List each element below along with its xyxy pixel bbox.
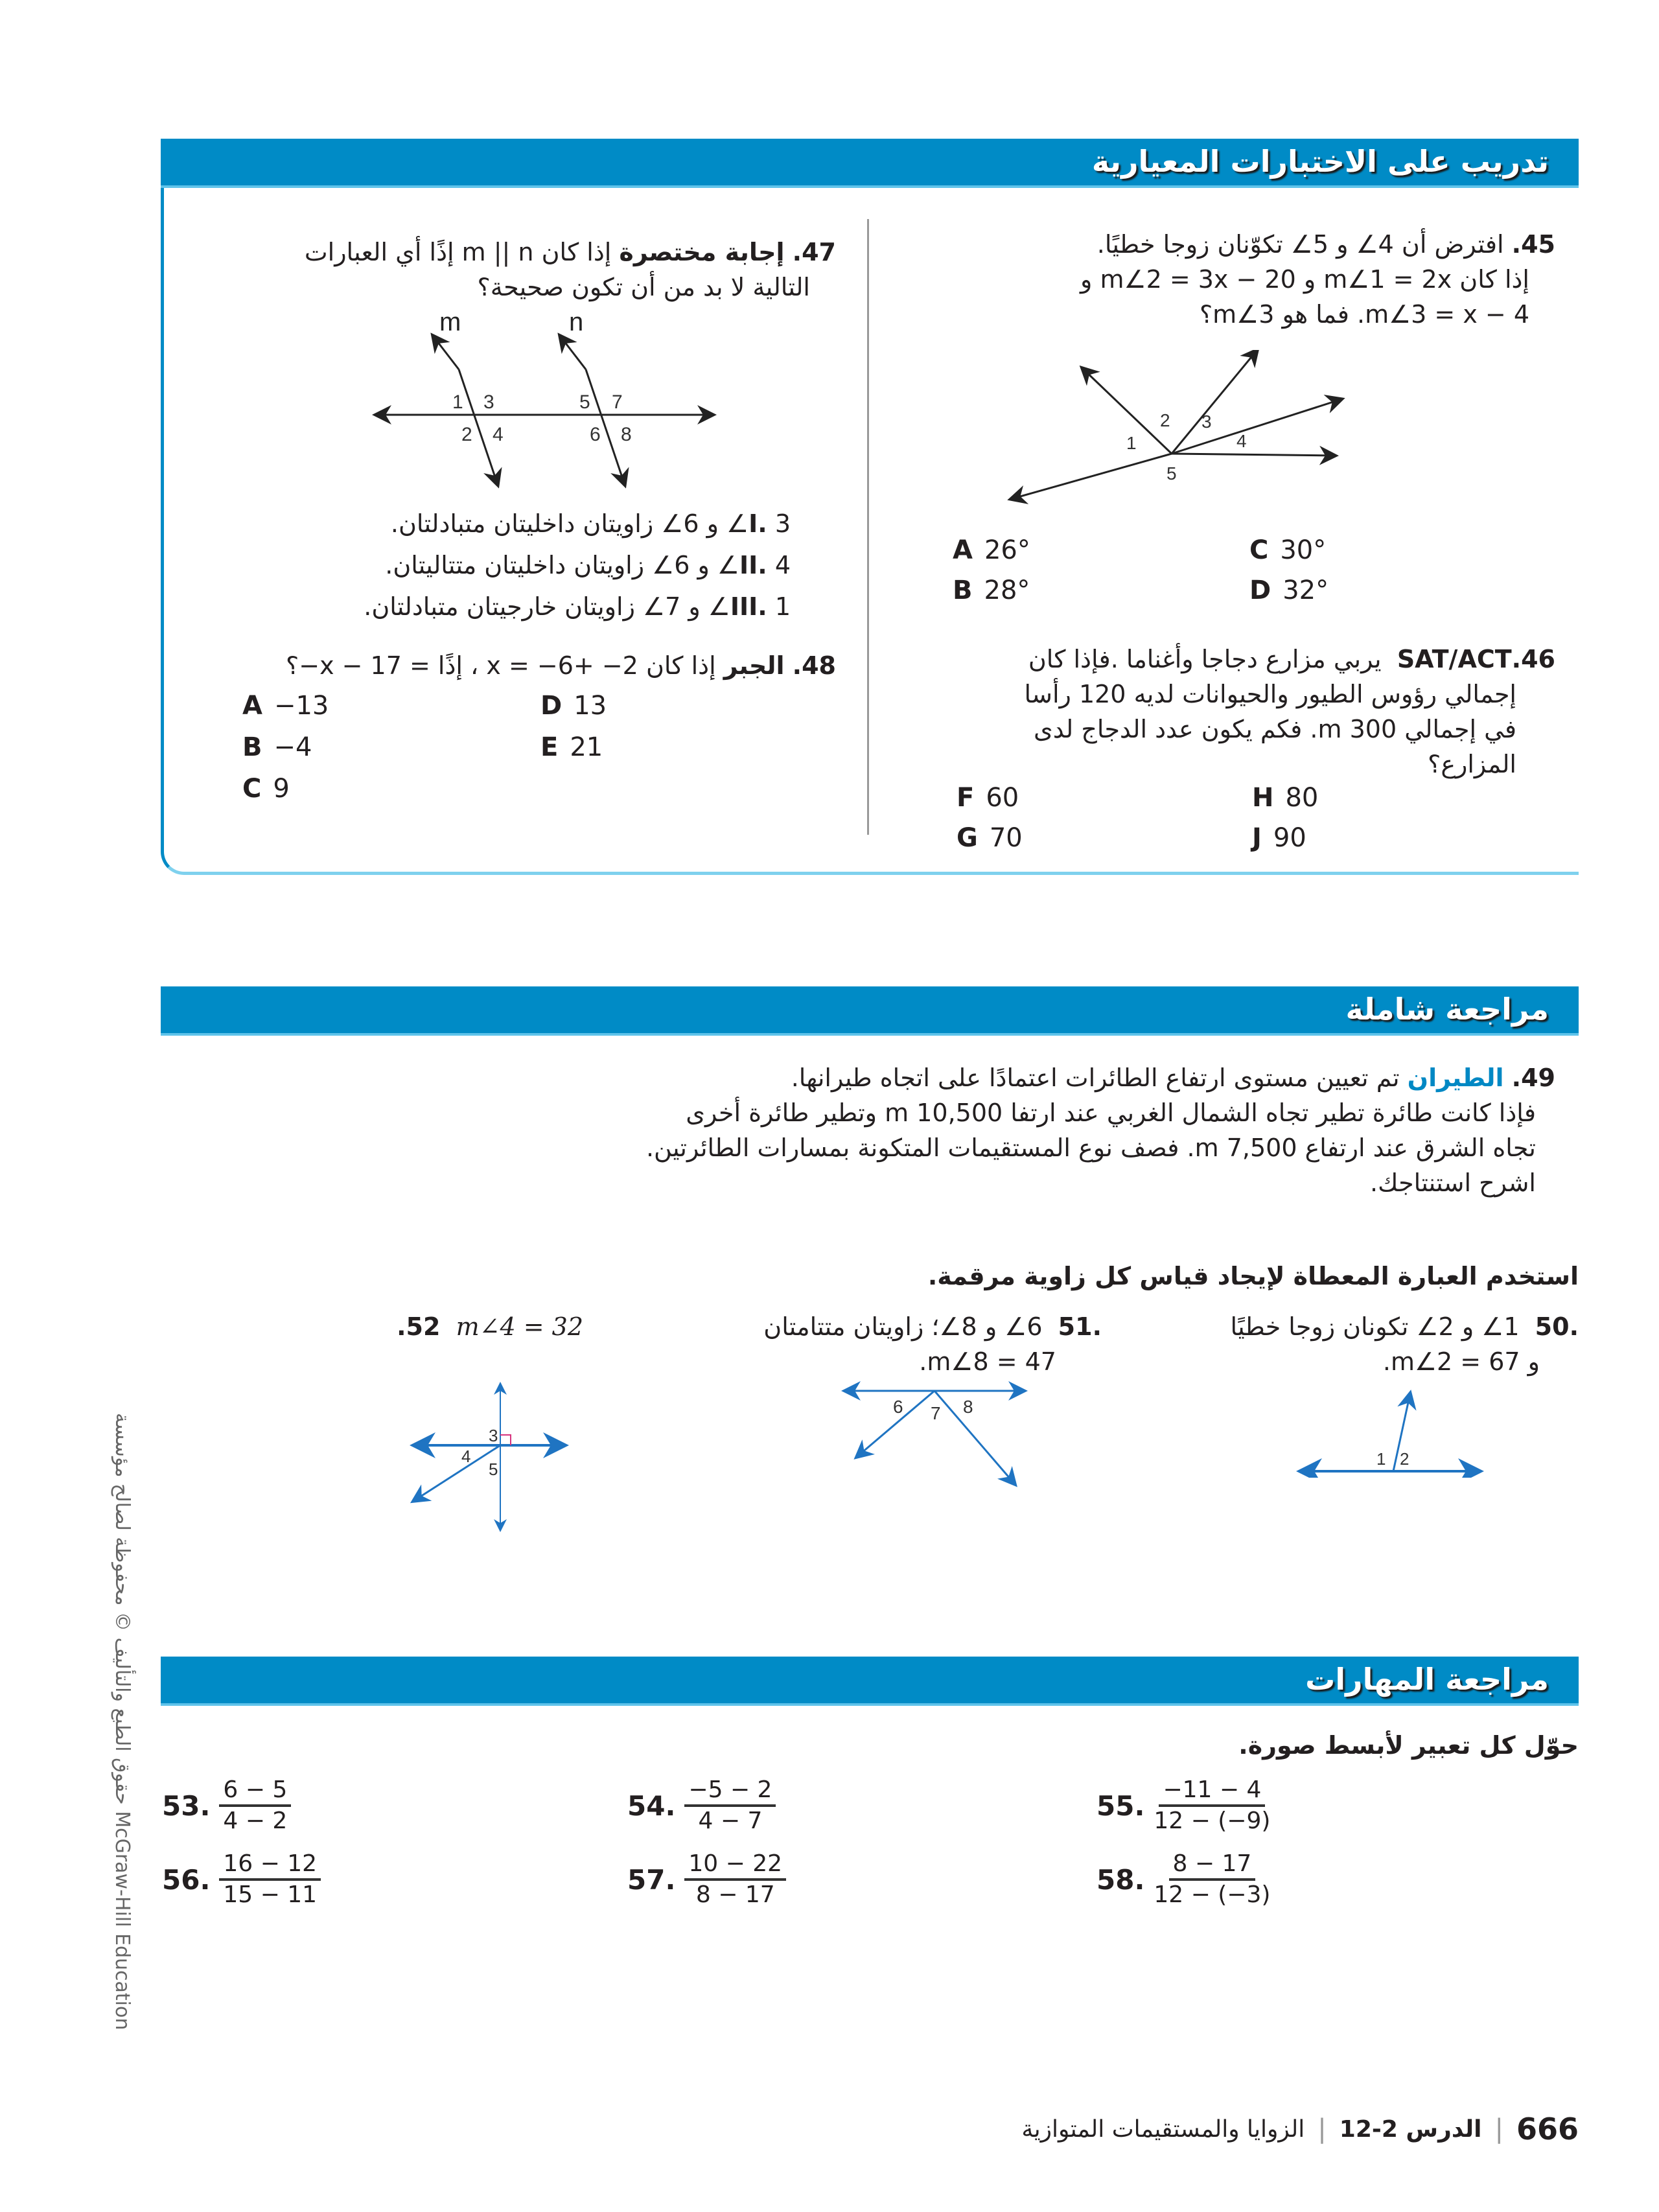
lesson-number: الدرس 2-12 <box>1339 2115 1482 2143</box>
section-title: مراجعة المهارات <box>1305 1662 1549 1697</box>
svg-text:1: 1 <box>1376 1449 1386 1469</box>
section-title: مراجعة شاملة <box>1345 992 1549 1027</box>
question-text: في إجمالي 300 m. فكم يكون عدد الدجاج لدى <box>1033 715 1516 743</box>
question-47 <box>279 235 836 305</box>
svg-text:7: 7 <box>931 1403 941 1423</box>
question-number: 45. <box>1511 230 1555 259</box>
svg-text:6: 6 <box>590 424 601 445</box>
question-text: افترض أن 4∠ و 5∠ تكوّنان زوجا خطيًا. <box>1096 230 1504 259</box>
parallel-lines-diagram <box>363 305 739 493</box>
question-text: إجمالي رؤوس الطيور والحيوانات لديه 120 رأسا <box>1024 680 1516 708</box>
complementary-angles-diagram <box>836 1374 1043 1504</box>
question-number: 48. <box>792 651 836 680</box>
question-46 <box>933 642 1555 782</box>
question-text: إذا كان m∠1 = 2x و m∠2 = 3x − 20 و <box>1080 265 1529 294</box>
linear-pair-diagram-50 <box>1296 1387 1491 1478</box>
question-number: 47. <box>792 238 836 266</box>
question-tag: الطيران <box>1407 1064 1504 1092</box>
section-title: تدريب على الاختبارات المعيارية <box>1091 144 1549 179</box>
svg-text:m: m <box>439 308 461 336</box>
option-h[interactable]: H 80 <box>1252 783 1319 813</box>
statement-ii: II. 4∠ و 6∠ زاويتان داخليتان متتاليتان. <box>385 551 791 579</box>
svg-text:4: 4 <box>493 424 504 445</box>
svg-text:2: 2 <box>461 424 472 445</box>
svg-text:5: 5 <box>579 391 590 413</box>
option-a[interactable]: A 26° <box>953 535 1030 565</box>
linear-pair-diagram <box>998 350 1361 512</box>
option-e[interactable]: E 21 <box>540 732 603 762</box>
column-divider <box>867 219 869 835</box>
option-d[interactable]: D 32° <box>1249 576 1329 605</box>
svg-text:7: 7 <box>612 391 623 413</box>
svg-text:6: 6 <box>893 1397 903 1417</box>
option-b[interactable]: B 28° <box>953 576 1030 605</box>
skills-instruction: حوّل كل تعبير لأبسط صورة. <box>1238 1731 1579 1760</box>
question-48 <box>253 648 836 683</box>
option-j[interactable]: J 90 <box>1252 823 1306 853</box>
option-g[interactable]: G 70 <box>957 823 1023 853</box>
exercise-58: 58. $\frac{8 - 17}{12 - (-3)}$ <box>1096 1850 1271 1908</box>
option-c[interactable]: C 30° <box>1249 535 1327 565</box>
section-bar-standardized-test <box>161 139 1579 188</box>
question-text: إذا كان 2− +6− = x ، إذًا = x − 17−؟ <box>286 651 716 680</box>
svg-text:5: 5 <box>1166 463 1177 483</box>
lesson-title: الزوايا والمستقيمات المتوازية <box>1021 2115 1305 2143</box>
question-text: يربي مزارع دجاجا وأغناما .فإذا كان <box>1028 645 1382 673</box>
question-tag: إجابة مختصرة <box>619 238 785 266</box>
svg-text:3: 3 <box>483 391 494 413</box>
svg-text:3: 3 <box>1201 412 1212 432</box>
statement-i: I. 3∠ و 6∠ زاويتان داخليتان متبادلتان. <box>390 509 791 538</box>
svg-text:n: n <box>569 308 584 336</box>
question-text: تم تعيين مستوى ارتفاع الطائرات اعتمادًا على اتجاه طيرانها. <box>791 1064 1400 1092</box>
option-a[interactable]: A −13 <box>242 691 329 721</box>
exercise-56: 56. $\frac{16 - 12}{15 - 11}$ <box>162 1850 321 1909</box>
svg-text:3: 3 <box>489 1426 498 1445</box>
svg-text:4: 4 <box>1236 431 1247 451</box>
question-tag: SAT/ACT <box>1397 645 1512 673</box>
question-text: تجاه الشرق عند ارتفاع 7,500 m. فصف نوع المستقيمات المتكونة بمسارات الطائرتين. <box>645 1134 1536 1162</box>
page-number: 666 <box>1516 2112 1579 2147</box>
svg-text:2: 2 <box>1160 410 1170 430</box>
option-f[interactable]: F 60 <box>957 783 1019 813</box>
svg-text:2: 2 <box>1400 1449 1410 1469</box>
section-bar-spiral-review <box>161 986 1579 1036</box>
option-d[interactable]: D 13 <box>540 691 607 721</box>
question-52: .52 m∠4 = 32 <box>397 1312 583 1341</box>
question-text: m∠3 = x − 4. فما هو m∠3؟ <box>1199 300 1529 329</box>
exercise-54: 54. $\frac{-5 - 2}{4 - 7}$ <box>627 1776 776 1835</box>
option-c[interactable]: C 9 <box>242 774 290 804</box>
footer-separator: | <box>1494 2114 1503 2144</box>
question-tag: الجبر <box>723 651 785 680</box>
copyright-notice: حقوق الطبع والتأليف © محفوظة لصالح مؤسسة McGraw-Hill Education <box>111 1413 133 2031</box>
question-text: فإذا كانت طائرة تطير تجاه الشمال الغربي عند ارتفا 10,500 m وتطير طائرة أخرى <box>686 1099 1536 1127</box>
question-text: المزارع؟ <box>1428 750 1516 778</box>
svg-text:4: 4 <box>461 1447 471 1466</box>
exercise-57: 57. $\frac{10 - 22}{8 - 17}$ <box>627 1850 786 1909</box>
svg-text:8: 8 <box>963 1397 973 1417</box>
question-text: التالية لا بد من أن تكون صحيحة؟ <box>477 273 810 301</box>
question-number: 46. <box>1511 645 1555 673</box>
angle-instruction: استخدم العبارة المعطاة لإيجاد قياس كل زاوية مرقمة. <box>927 1262 1579 1290</box>
perpendicular-lines-diagram <box>402 1380 583 1536</box>
question-49 <box>583 1060 1555 1200</box>
svg-text:8: 8 <box>621 424 632 445</box>
question-text: اشرح استنتاجك. <box>1370 1169 1536 1197</box>
option-b[interactable]: B −4 <box>242 732 312 762</box>
footer-separator: | <box>1317 2114 1327 2144</box>
question-number: 49. <box>1511 1064 1555 1092</box>
svg-text:5: 5 <box>489 1460 498 1479</box>
exercise-53: 53. $\frac{6 - 5}{4 - 2}$ <box>162 1776 291 1835</box>
question-51: .51 6∠ و 8∠؛ زاويتان متتامتان m∠8 = 47. <box>763 1312 1102 1376</box>
statement-list <box>337 503 791 627</box>
svg-text:1: 1 <box>452 391 463 413</box>
page-footer <box>1021 2112 1579 2147</box>
exercise-55: 55. $\frac{-11 - 4}{12 - (-9)}$ <box>1096 1776 1271 1834</box>
statement-iii: III. 1∠ و 7∠ زاويتان خارجيتان متبادلتان. <box>364 592 791 621</box>
svg-text:1: 1 <box>1126 433 1137 453</box>
question-50: .50 1∠ و 2∠ تكونان زوجا خطيًا و m∠2 = 67. <box>1230 1312 1579 1376</box>
question-text: إذا كان m || n إذًا أي العبارات <box>304 238 612 266</box>
section-bar-skills-review <box>161 1657 1579 1706</box>
question-45 <box>933 227 1555 332</box>
